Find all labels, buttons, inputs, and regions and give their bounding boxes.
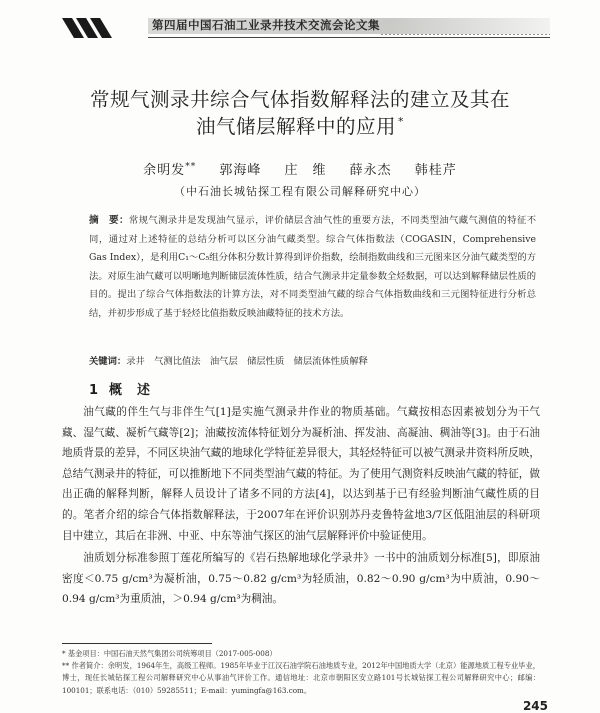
journal-header — [52, 14, 550, 40]
author-mark: ** — [185, 162, 197, 172]
footnote-rule — [62, 643, 212, 644]
author-name: 薛永杰 — [349, 163, 392, 178]
author — [350, 163, 392, 178]
abstract-text: 常规气测录井是发现油气显示，评价储层含油气性的重要方法，不同类型油气藏气测值的特征不同，通过对上述特征的总结分析可以区分油气藏类型。综合气体指数法（COGASIN，Comprehensive Gas Index），是利用C₁～C₅组分体积分数计算得到评价指数，绘制指数曲线和三元图来区分油气藏类型的方法。对原生油气藏可以明晰地判断储层流体性质，结合气测录井定量参数全烃数据，可以达到解释储层性质的目的。提出了综合气体指数法的计算方法，对不同类型油气藏的综合气体指数曲线和三元图特征进行分析总结，并初步形成了基于轻烃比值指数反映油藏特征的技术方法。 — [89, 215, 536, 319]
author — [415, 163, 457, 178]
author-name: 庄 维 — [284, 163, 327, 178]
keywords — [89, 354, 536, 370]
paper-title-line2 — [0, 111, 600, 139]
keywords-text: 录井 气测比值法 油气层 储层性质 储层流体性质解释 — [126, 356, 368, 367]
header-dots — [380, 33, 550, 36]
author-list — [0, 159, 600, 178]
page-number: 245 — [522, 699, 548, 713]
body-paragraph-1: 油气藏的伴生气与非伴生气[1]是实施气测录井作业的物质基础。气藏按相态因素被划分为干气藏、湿气藏、凝析气藏等[2]；油藏按流体特征划分为凝析油、挥发油、高凝油、稠油等[3]。由于石油地质背景的差异，不同区块油气藏的地球化学特征差异很大，其轻烃特征可以被气测录井资料所反映，总结气测录井的特征，可以推断地下不同类型油气藏的特征。为了使用气测资料反映油气藏的特征，做出正确的解释判断，解释人员设计了诸多不同的方法[4]，以达到基于已有经验判断油气藏性质的目的。笔者介绍的综合气体指数解释法，于2007年在评价识别苏丹麦鲁特盆地3/7区低阻油层的科研项目中建立，其后在非洲、中亚、中东等油气探区的油气层解释评价中验证使用。 — [62, 406, 540, 542]
section-number: 1 — [89, 383, 100, 398]
section-title: 概 述 — [109, 383, 152, 398]
author-name: 郭海峰 — [219, 163, 262, 178]
journal-logo-icon — [62, 14, 150, 40]
paper-title-line2-text: 油气储层解释中的应用 — [195, 115, 396, 138]
author — [284, 163, 326, 178]
author-name: 余明发 — [143, 163, 186, 178]
author-name: 韩桂芹 — [414, 163, 457, 178]
section-heading — [89, 379, 151, 398]
author — [219, 163, 261, 178]
keywords-label: 关键词： — [89, 356, 127, 367]
affiliation: （中石油长城钻探工程有限公司解释研究中心） — [174, 185, 426, 198]
footnotes — [62, 648, 540, 697]
abstract — [89, 212, 536, 324]
abstract-label: 摘 要： — [89, 215, 129, 226]
body-paragraph-2: 油质划分标准参照丁莲花所编写的《岩石热解地球化学录井》一书中的油质划分标准[5]，即原油密度＜0.75 g/cm³为凝析油，0.75～0.82 g/cm³为轻质油，0.82～0.90 g/cm³为中质油，0.90～0.94 g/cm³为重质油，＞0.94 g/cm³为稠油。 — [62, 552, 540, 606]
paper-title-line1: 常规气测录井综合气体指数解释法的建立及其在 — [89, 88, 510, 111]
header-rule — [148, 37, 550, 38]
footnote-fund: * 基金项目：中国石油天然气集团公司统筹项目（2017-005-008） — [62, 649, 277, 658]
journal-title: 第四届中国石油工业录井技术交流会论文集 — [152, 18, 380, 32]
footnote-author: ** 作者简介：余明发，1964年生，高级工程师。1985年毕业于江汉石油学院石油地质专业，2012年中国地质大学（北京）能源地质工程专业毕业，博士，现任长城钻探工程公司解释研究中心从事油气评价工作。通信地址：北京市朝阳区安立路101号长城钻探工程公司解释研究中心；邮编：100101；联系电话：（010）59285511；E-mail：yumingfa@163.com。 — [62, 661, 540, 695]
title-footnote-mark: * — [398, 115, 404, 128]
author — [143, 163, 196, 178]
